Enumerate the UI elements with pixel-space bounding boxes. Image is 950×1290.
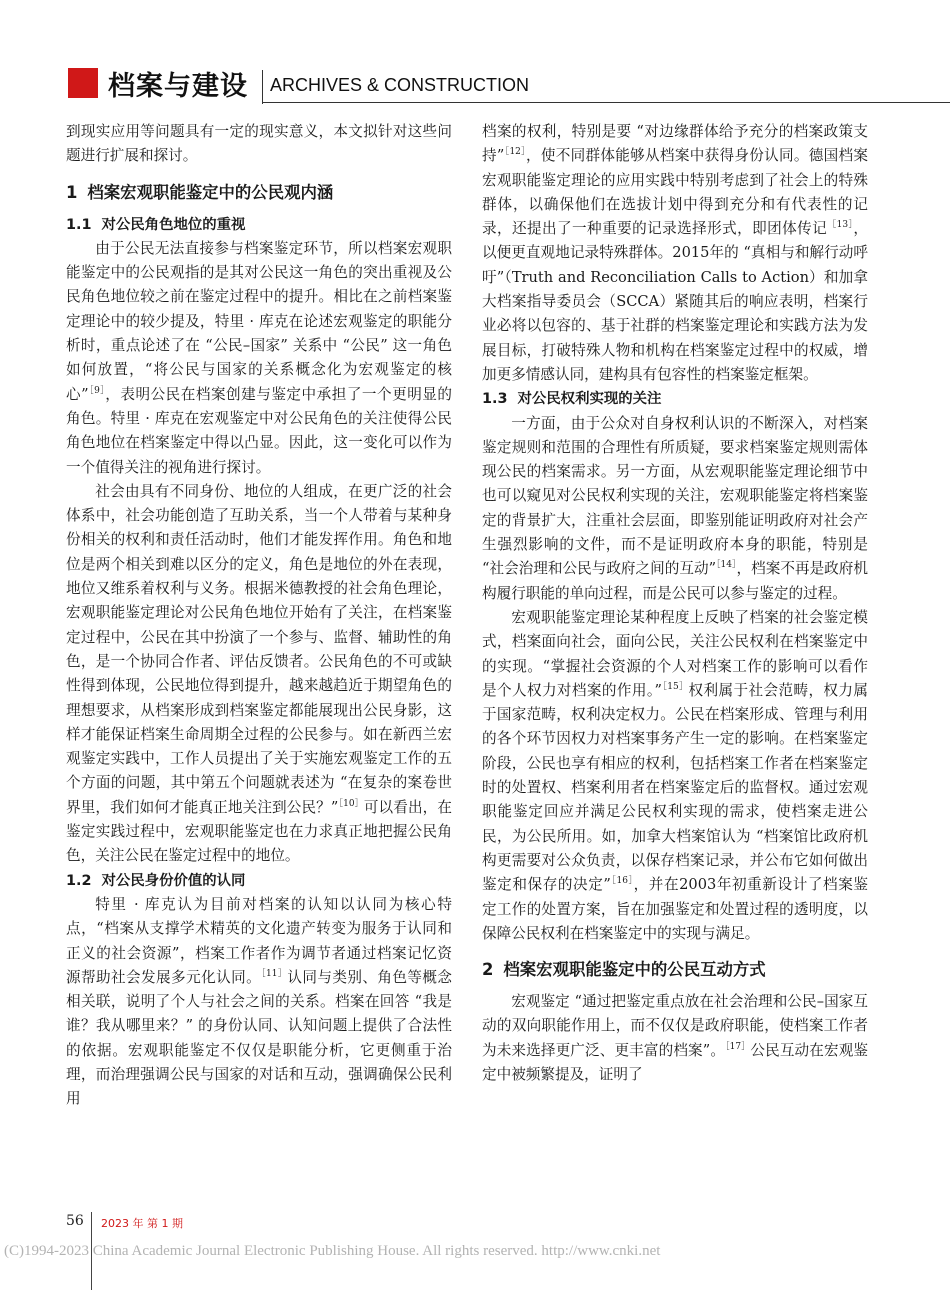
header-divider: [262, 70, 263, 104]
citation: ［14］: [716, 560, 737, 571]
paragraph: 一方面，由于公众对自身权利认识的不断深入，对档案鉴定规则和范围的合理性有所质疑，要求档案鉴定规则需体现公民的档案需求。另一方面，从宏观职能鉴定理论细节中也可以窥见对公民权利实现的关注，宏观职能鉴定将档案鉴定的背景扩大，注重社会层面，即鉴别能证明政府对社会产生强烈影响的文件，而不是证明政府本身的职能，特别是 “社会治理和公民与政府之间的互动”$^{[14]}$，档案不再是政府机构履行职能的单向过程，而是公民可以参与鉴定的过程。: [482, 414, 868, 602]
citation: ［12］: [504, 147, 526, 158]
paragraph: 特里 · 库克认为目前对档案的认知以认同为核心特点，“档案从支撑学术精英的文化遗产转变为服务于认同和正义的社会资源”，档案工作者作为调节者通过档案记忆资源帮助社会发展多元化认同。$^{[11]}$认同与类别、角色等概念相关联，说明了个人与社会之间的关系。档案在回答 “我是谁？我从哪里来？” 的身份认同、认知问题上提供了合法性的依据。宏观职能鉴定不仅仅是职能分析，它更侧重于治理，而治理强调公民与国家的对话和互动，强调确保公民利用: [66, 895, 452, 1108]
paragraph: 宏观职能鉴定理论某种程度上反映了档案的社会鉴定模式，档案面向社会，面向公民，关注公民权利在档案鉴定中的实现。“掌握社会资源的个人对档案工作的影响可以看作是个人权力对档案的作用。”$^{[15]}$权利属于社会范畴，权力属于国家范畴，权利决定权力。公民在档案形成、管理与利用的各个环节因权力对档案事务产生一定的影响。在档案鉴定阶段，公民也享有相应的权利，包括档案工作者在档案鉴定时的处置权、档案利用者在档案鉴定后的监督权。通过宏观职能鉴定回应并满足公民权利实现的需求，使档案走进公民，为公民所用。如，加拿大档案馆认为 “档案馆比政府机构更需要对公众负责，以保存档案记录，并公布它如何做出鉴定和保存的决定”$^{[16]}$，并在2003年初重新设计了档案鉴定工作的处置方案，旨在加强鉴定和处置过程的透明度，以保障公民权利在档案鉴定中的实现与满足。: [482, 608, 868, 942]
paragraph: 宏观鉴定 “通过把鉴定重点放在社会治理和公民–国家互动的双向职能作用上，而不仅仅是政府职能，使档案工作者为未来选择更广泛、更丰富的档案”。$^{[17]}$公民互动在宏观鉴定中被频繁提及，证明了: [482, 993, 869, 1083]
header-logo-square: [68, 68, 98, 98]
paragraph: 到现实应用等问题具有一定的现实意义，本文拟针对这些问题进行扩展和探讨。: [66, 123, 452, 165]
citation: ［13］: [827, 220, 854, 231]
left-column: [66, 120, 452, 1112]
journal-title-cn: 档案与建设: [108, 71, 248, 102]
citation: ［10］: [338, 798, 364, 809]
subsection-heading: 1.2 对公民身份价值的认同: [66, 872, 246, 889]
right-column: [482, 120, 868, 1087]
paragraph: 社会由具有不同身份、地位的人组成，在更广泛的社会体系中，社会功能创造了互助关系，当一个人带着与某种身份相关的权利和责任活动时，他们才能发挥作用。角色和地位是两个相关到难以区分的定义，角色是地位的外在表现，地位又维系着权利与义务。根据米德教授的社会角色理论，宏观职能鉴定理论对公民角色地位开始有了关注，在档案鉴定过程中，公民在其中扮演了一个参与、监督、辅助性的角色，是一个协同合作者、评估反馈者。公民角色的不可或缺性得到体现，公民地位得到提升，越来越趋近于期望角色的理想要求，从档案形成到档案鉴定都能展现出公民身影，这样才能保证档案生命周期全过程的公民参与。如在新西兰宏观鉴定实践中，工作人员提出了关于实施宏观鉴定工作的五个方面的问题，其中第五个问题就表述为 “在复杂的案卷世界里，我们如何才能真正地关注到公民？”$^{[10]}$可以看出，在鉴定实践过程中，宏观职能鉴定也在力求真正地把握公民角色，关注公民在鉴定过程中的地位。: [66, 482, 452, 865]
section-heading: 2 档案宏观职能鉴定中的公民互动方式: [482, 960, 766, 980]
journal-title-en: ARCHIVES & CONSTRUCTION: [270, 75, 530, 95]
citation: ［17］: [725, 1041, 751, 1052]
citation: ［15］: [662, 681, 689, 692]
citation: ［9］: [88, 385, 106, 396]
paragraph: 档案的权利，特别是要 “对边缘群体给予充分的档案政策支持”$^{[12]}$，使不同群体能够从档案中获得身份认同。德国档案宏观职能鉴定理论的应用实践中特别考虑到了社会上的特殊群体，以确保他们在选拔计划中得到充分和有代表性的记录，还提出了一种重要的记录选择形式，即团体传记$^{[13]}$，以便更直观地记录特殊群体。2015年的 “真相与和解行动呼吁”（Truth and Reconciliation Calls to Action）和加拿大档案指导委员会（SCCA）紧随其后的响应表明，档案行业必将以包容的、基于社群的档案鉴定理论和实践方法为发展目标，打破特殊人物和机构在档案鉴定过程中的权威，增加更多情感认同，建构具有包容性的档案鉴定框架。: [482, 123, 869, 383]
page-number: 56: [66, 1213, 84, 1229]
issue-label: 2023 年 第 1 期: [101, 1217, 183, 1230]
section-heading: 1 档案宏观职能鉴定中的公民观内涵: [66, 182, 334, 202]
citation: ［16］: [610, 876, 634, 887]
paragraph: 由于公民无法直接参与档案鉴定环节，所以档案宏观职能鉴定中的公民观指的是其对公民这一角色的突出重视及公民角色地位较之前在鉴定过程中的提升。相比在之前档案鉴定理论中的较少提及，特里 · 库克在论述宏观鉴定的职能分析时，重点论述了在 “公民–国家” 关系中 “公民” 这一角色如何放置，“将公民与国家的关系概念化为宏观鉴定的核心”$^{[9]}$，表明公民在档案创建与鉴定中承担了一个更明显的角色。特里 · 库克在宏观鉴定中对公民角色的关注使得公民角色地位在档案鉴定中得以凸显。因此，这一变化可以作为一个值得关注的视角进行探讨。: [66, 239, 452, 476]
citation: ［11］: [261, 968, 288, 979]
cnki-watermark: (C)1994-2023 China Academic Journal Electronic Publishing House. All rights reserved. http://www.cnki.net: [4, 1243, 661, 1259]
subsection-heading: 1.3 对公民权利实现的关注: [482, 391, 662, 408]
subsection-heading: 1.1 对公民角色地位的重视: [66, 216, 246, 233]
header-rule: [262, 102, 950, 103]
